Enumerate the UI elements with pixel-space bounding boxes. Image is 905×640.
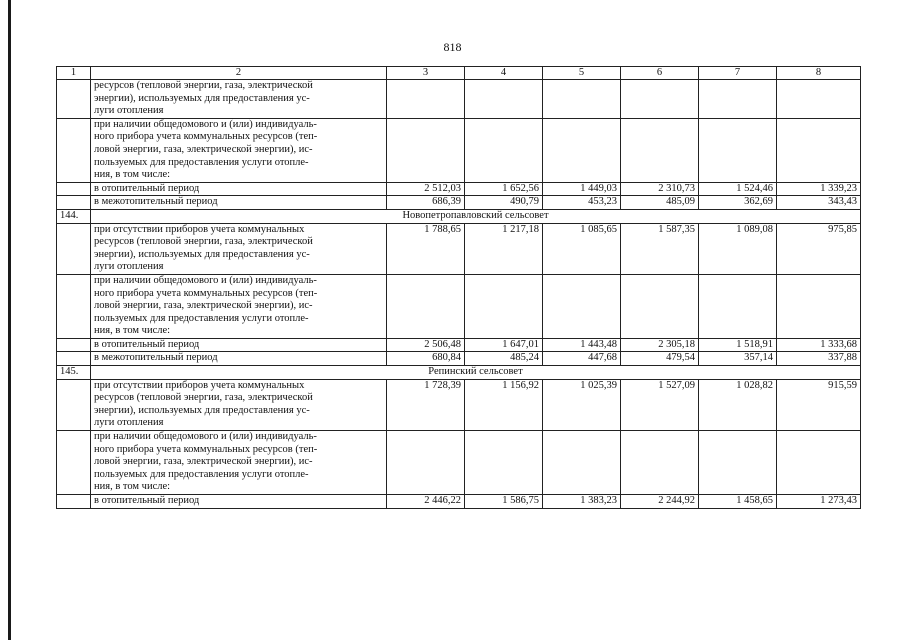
row-number-cell <box>57 431 91 495</box>
value-cell: 680,84 <box>387 352 465 366</box>
scan-edge-line <box>8 0 11 640</box>
table-row <box>57 379 861 430</box>
value-cell <box>621 118 699 182</box>
value-cell: 2 244,92 <box>621 495 699 509</box>
value-cell: 1 443,48 <box>543 338 621 352</box>
value-cell <box>543 80 621 119</box>
value-cell <box>621 80 699 119</box>
row-number-cell <box>57 379 91 430</box>
column-header: 8 <box>777 67 861 80</box>
row-description: в отопительный период <box>91 338 387 352</box>
section-number: 145. <box>57 366 91 380</box>
value-cell: 1 652,56 <box>465 182 543 196</box>
value-cell: 490,79 <box>465 196 543 210</box>
value-cell: 1 518,91 <box>699 338 777 352</box>
value-cell <box>387 118 465 182</box>
value-cell <box>465 80 543 119</box>
column-header: 1 <box>57 67 91 80</box>
table-row <box>57 118 861 182</box>
value-cell: 485,24 <box>465 352 543 366</box>
value-cell: 2 305,18 <box>621 338 699 352</box>
value-cell: 1 647,01 <box>465 338 543 352</box>
value-cell <box>465 118 543 182</box>
value-cell: 1 333,68 <box>777 338 861 352</box>
value-cell: 1 028,82 <box>699 379 777 430</box>
value-cell: 1 449,03 <box>543 182 621 196</box>
table-row <box>57 338 861 352</box>
value-cell: 453,23 <box>543 196 621 210</box>
value-cell <box>543 118 621 182</box>
value-cell: 485,09 <box>621 196 699 210</box>
value-cell <box>699 80 777 119</box>
row-description: ресурсов (тепловой энергии, газа, электрической энергии), используемых для предоставления ус- луги отопления <box>91 80 387 119</box>
value-cell <box>543 431 621 495</box>
row-description: при отсутствии приборов учета коммунальных ресурсов (тепловой энергии, газа, электрической энергии), используемых для предоставления ус- луги отопления <box>91 223 387 274</box>
value-cell <box>621 431 699 495</box>
value-cell: 1 587,35 <box>621 223 699 274</box>
table-row <box>57 352 861 366</box>
value-cell <box>699 431 777 495</box>
row-description: при наличии общедомового и (или) индивидуаль- ного прибора учета коммунальных ресурсов (теп- ловой энергии, газа, электрической энергии), ис- пользуемых для предоставления услуги отопле- ния, в том числе: <box>91 274 387 338</box>
value-cell <box>699 274 777 338</box>
value-cell: 2 446,22 <box>387 495 465 509</box>
value-cell <box>777 80 861 119</box>
value-cell: 2 506,48 <box>387 338 465 352</box>
value-cell: 1 339,23 <box>777 182 861 196</box>
tariff-table <box>56 66 861 509</box>
value-cell: 1 089,08 <box>699 223 777 274</box>
column-header: 2 <box>91 67 387 80</box>
value-cell: 1 217,18 <box>465 223 543 274</box>
section-title: Репинский сельсовет <box>91 366 861 380</box>
row-number-cell <box>57 495 91 509</box>
table-row <box>57 80 861 119</box>
value-cell <box>387 431 465 495</box>
value-cell: 1 728,39 <box>387 379 465 430</box>
section-title: Новопетропавловский сельсовет <box>91 209 861 223</box>
value-cell <box>777 431 861 495</box>
value-cell <box>699 118 777 182</box>
value-cell <box>465 274 543 338</box>
column-header: 4 <box>465 67 543 80</box>
value-cell: 2 310,73 <box>621 182 699 196</box>
row-description: при отсутствии приборов учета коммунальных ресурсов (тепловой энергии, газа, электрической энергии), используемых для предоставления ус- луги отопления <box>91 379 387 430</box>
row-description: при наличии общедомового и (или) индивидуаль- ного прибора учета коммунальных ресурсов (теп- ловой энергии, газа, электрической энергии), ис- пользуемых для предоставления услуги отопле- ния, в том числе: <box>91 431 387 495</box>
column-header: 5 <box>543 67 621 80</box>
column-header: 3 <box>387 67 465 80</box>
page-number: 818 <box>443 40 462 54</box>
value-cell: 343,43 <box>777 196 861 210</box>
row-number-cell <box>57 338 91 352</box>
row-number-cell <box>57 352 91 366</box>
value-cell: 1 586,75 <box>465 495 543 509</box>
value-cell: 1 788,65 <box>387 223 465 274</box>
row-description: в отопительный период <box>91 495 387 509</box>
row-number-cell <box>57 274 91 338</box>
value-cell <box>621 274 699 338</box>
row-description: в межотопительный период <box>91 352 387 366</box>
section-row <box>57 366 861 380</box>
value-cell: 1 458,65 <box>699 495 777 509</box>
column-header-row <box>57 67 861 80</box>
value-cell: 1 524,46 <box>699 182 777 196</box>
column-header: 7 <box>699 67 777 80</box>
value-cell <box>777 274 861 338</box>
value-cell: 1 383,23 <box>543 495 621 509</box>
value-cell: 975,85 <box>777 223 861 274</box>
value-cell <box>543 274 621 338</box>
table-row <box>57 196 861 210</box>
row-description: в отопительный период <box>91 182 387 196</box>
value-cell: 686,39 <box>387 196 465 210</box>
row-description: в межотопительный период <box>91 196 387 210</box>
table-row <box>57 274 861 338</box>
value-cell: 1 025,39 <box>543 379 621 430</box>
value-cell: 337,88 <box>777 352 861 366</box>
row-description: при наличии общедомового и (или) индивидуаль- ного прибора учета коммунальных ресурсов (теп- ловой энергии, газа, электрической энергии), ис- пользуемых для предоставления услуги отопле- ния, в том числе: <box>91 118 387 182</box>
value-cell <box>387 274 465 338</box>
section-number: 144. <box>57 209 91 223</box>
value-cell: 1 085,65 <box>543 223 621 274</box>
row-number-cell <box>57 182 91 196</box>
value-cell: 2 512,03 <box>387 182 465 196</box>
value-cell <box>777 118 861 182</box>
value-cell <box>387 80 465 119</box>
table-row <box>57 431 861 495</box>
row-number-cell <box>57 80 91 119</box>
value-cell: 1 273,43 <box>777 495 861 509</box>
value-cell: 1 527,09 <box>621 379 699 430</box>
value-cell: 357,14 <box>699 352 777 366</box>
table-row <box>57 223 861 274</box>
value-cell: 362,69 <box>699 196 777 210</box>
section-row <box>57 209 861 223</box>
value-cell: 915,59 <box>777 379 861 430</box>
column-header: 6 <box>621 67 699 80</box>
table-row <box>57 182 861 196</box>
value-cell: 447,68 <box>543 352 621 366</box>
value-cell <box>465 431 543 495</box>
row-number-cell <box>57 223 91 274</box>
value-cell: 1 156,92 <box>465 379 543 430</box>
table-row <box>57 495 861 509</box>
row-number-cell <box>57 118 91 182</box>
row-number-cell <box>57 196 91 210</box>
value-cell: 479,54 <box>621 352 699 366</box>
